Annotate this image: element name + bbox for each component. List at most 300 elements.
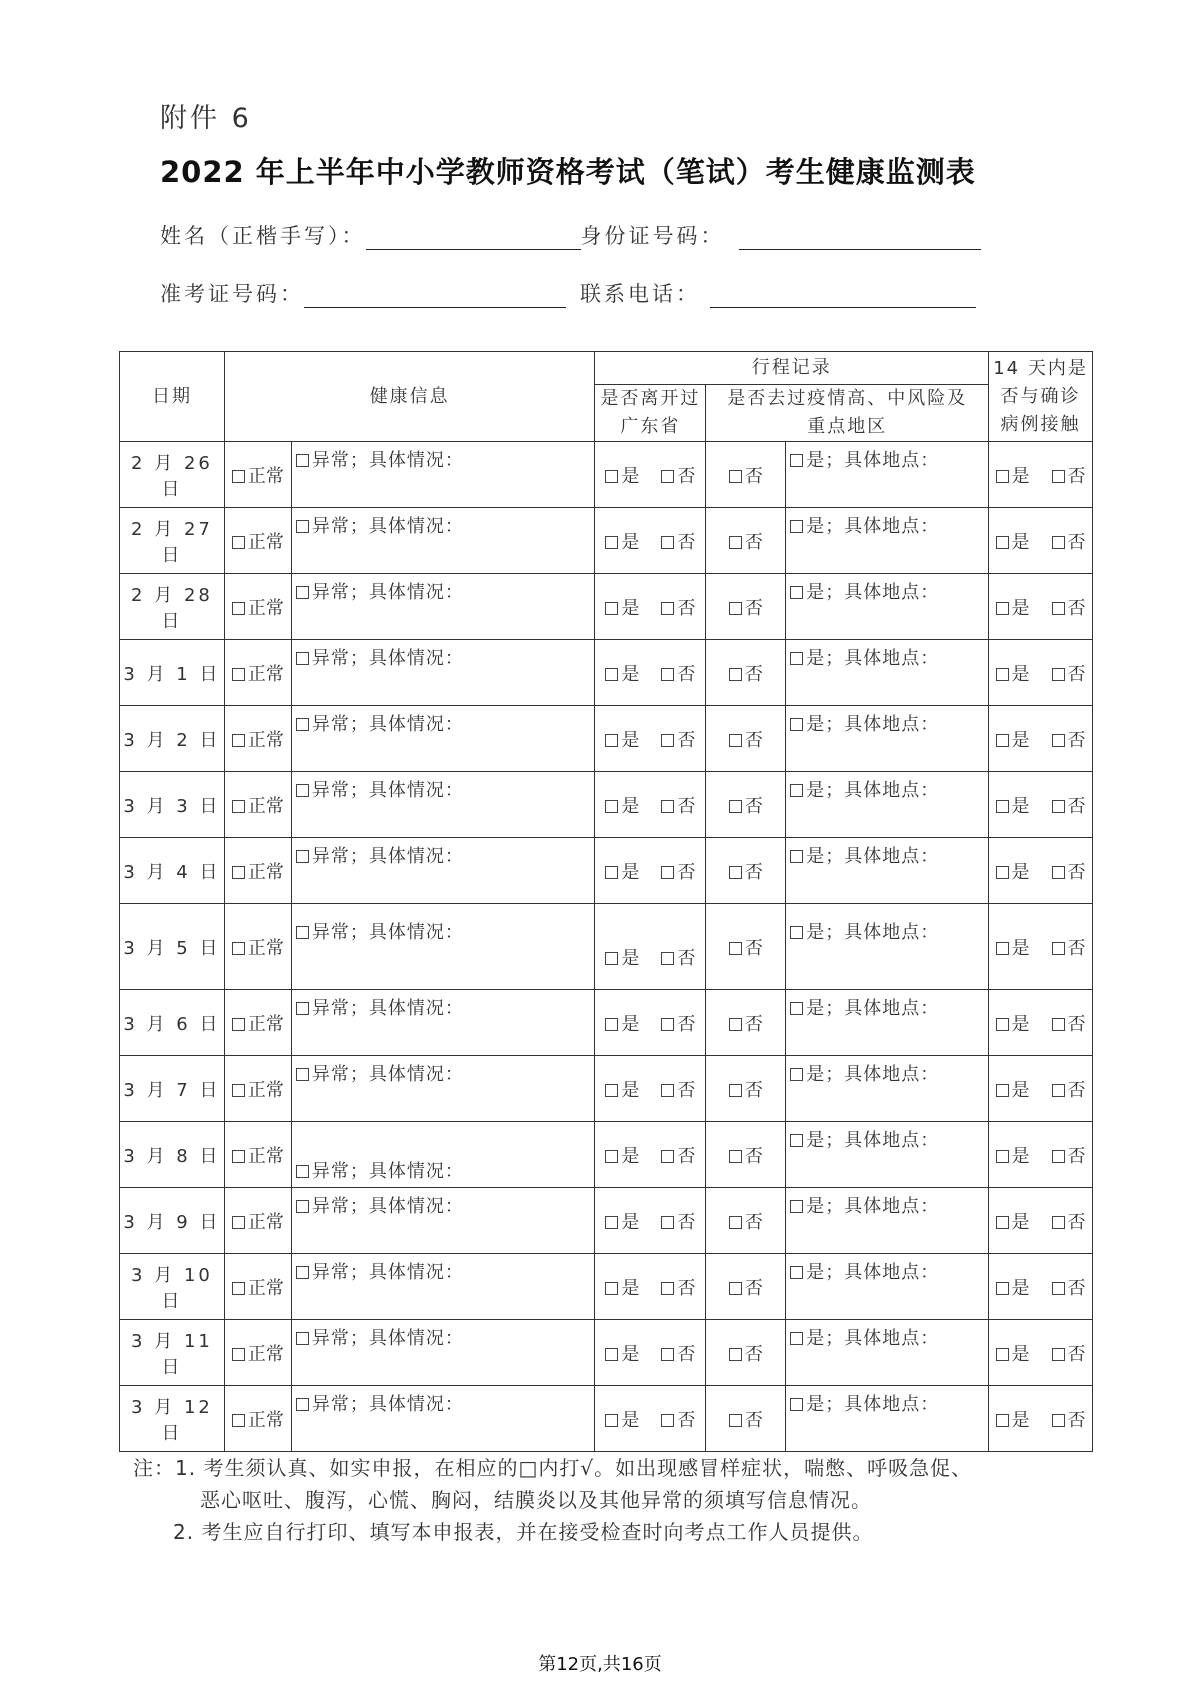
abnormal-cell [291,904,595,990]
left-gd-no-checkbox[interactable] [661,668,674,681]
contact-no-checkbox[interactable] [1052,942,1065,955]
no-label: 否 [744,1079,763,1101]
normal-label: 正常 [247,1079,284,1101]
abnormal-checkbox[interactable] [296,652,309,665]
abnormal-checkbox[interactable] [296,718,309,731]
left-guangdong-cell [595,640,706,706]
no-label: 否 [744,1145,763,1167]
risk-yes-cell [786,1122,989,1188]
yes-label: 是 [1011,1079,1030,1101]
left-gd-no-checkbox[interactable] [661,1414,674,1427]
normal-label: 正常 [247,531,284,553]
no-label: 否 [677,861,696,883]
yes-label: 是 [1011,663,1030,685]
abnormal-checkbox[interactable] [296,454,309,467]
contact-yes-checkbox[interactable] [996,668,1009,681]
normal-label: 正常 [247,1145,284,1167]
risk-no-cell [706,508,786,574]
risk-no-checkbox[interactable] [729,470,742,483]
yes-label: 是 [1011,729,1030,751]
risk-yes-cell [786,1386,989,1452]
risk-yes-checkbox[interactable] [790,1068,803,1081]
normal-cell [224,904,291,990]
left-guangdong-cell [595,904,706,990]
normal-cell [224,640,291,706]
table-row [120,990,1093,1056]
contact-cell [989,1056,1093,1122]
date-cell [120,706,225,772]
normal-cell [224,1386,291,1452]
yes-label: 是 [1011,465,1030,487]
normal-cell [224,706,291,772]
contact-no-checkbox[interactable] [1052,1150,1065,1163]
abnormal-checkbox[interactable] [296,1002,309,1015]
normal-label: 正常 [247,465,284,487]
abnormal-checkbox[interactable] [296,1332,309,1345]
risk-no-cell [706,1188,786,1254]
yes-place-label: 是；具体地点： [806,582,940,603]
contact-yes-checkbox[interactable] [996,1018,1009,1031]
contact-yes-checkbox[interactable] [996,1282,1009,1295]
normal-cell [224,1320,291,1386]
header-travel: 行程记录 [595,352,989,385]
yes-place-label: 是；具体地点： [806,648,940,669]
yes-label: 是 [1011,1343,1030,1365]
table-row [120,904,1093,990]
left-gd-no-checkbox[interactable] [661,536,674,549]
no-label: 否 [1067,663,1086,685]
left-gd-yes-checkbox[interactable] [605,1150,618,1163]
contact-yes-checkbox[interactable] [996,1348,1009,1361]
abnormal-checkbox[interactable] [296,1266,309,1279]
left-guangdong-cell [595,772,706,838]
yes-label: 是 [1011,597,1030,619]
risk-yes-checkbox[interactable] [790,926,803,939]
normal-cell [224,1122,291,1188]
abnormal-checkbox[interactable] [296,586,309,599]
yes-place-label: 是；具体地点： [806,922,940,943]
yes-place-label: 是；具体地点： [806,516,940,537]
left-gd-yes-checkbox[interactable] [605,800,618,813]
contact-cell [989,442,1093,508]
risk-yes-checkbox[interactable] [790,520,803,533]
risk-yes-checkbox[interactable] [790,784,803,797]
risk-no-checkbox[interactable] [729,800,742,813]
no-label: 否 [1067,1013,1086,1035]
risk-yes-checkbox[interactable] [790,586,803,599]
left-gd-no-checkbox[interactable] [661,602,674,615]
normal-checkbox[interactable] [232,1414,245,1427]
abnormal-checkbox[interactable] [296,926,309,939]
contact-cell [989,838,1093,904]
risk-yes-checkbox[interactable] [790,652,803,665]
abnormal-cell [291,1056,595,1122]
yes-place-label: 是；具体地点： [806,998,940,1019]
normal-checkbox[interactable] [232,470,245,483]
left-gd-no-checkbox[interactable] [661,952,674,965]
normal-checkbox[interactable] [232,1282,245,1295]
note-line-2: 恶心呕吐、腹泻，心慌、胸闷，结膜炎以及其他异常的须填写信息情况。 [200,1488,872,1512]
no-label: 否 [1067,1409,1086,1431]
yes-label: 是 [1011,1409,1030,1431]
table-row [120,1386,1093,1452]
normal-label: 正常 [247,1277,284,1299]
table-row [120,706,1093,772]
no-label: 否 [1067,861,1086,883]
contact-yes-checkbox[interactable] [996,1414,1009,1427]
risk-yes-checkbox[interactable] [790,1332,803,1345]
risk-no-checkbox[interactable] [729,602,742,615]
date-cell [120,442,225,508]
name-field[interactable] [366,225,581,250]
left-gd-yes-checkbox[interactable] [605,1018,618,1031]
yes-label: 是 [1011,795,1030,817]
abnormal-cell [291,1320,595,1386]
yes-label: 是 [1011,937,1030,959]
contact-yes-checkbox[interactable] [996,800,1009,813]
contact-no-checkbox[interactable] [1052,470,1065,483]
date-cell [120,1386,225,1452]
contact-cell [989,904,1093,990]
left-gd-no-checkbox[interactable] [661,1282,674,1295]
yes-label: 是 [621,795,640,817]
normal-checkbox[interactable] [232,668,245,681]
contact-cell [989,1122,1093,1188]
contact-no-checkbox[interactable] [1052,602,1065,615]
note-line-3: 2. 考生应自行打印、填写本申报表，并在接受检查时向考点工作人员提供。 [173,1520,874,1544]
yes-label: 是 [621,663,640,685]
risk-no-cell [706,640,786,706]
normal-checkbox[interactable] [232,602,245,615]
yes-label: 是 [1011,531,1030,553]
header-health: 健康信息 [224,352,595,442]
left-gd-yes-checkbox[interactable] [605,866,618,879]
left-guangdong-cell [595,990,706,1056]
normal-label: 正常 [247,1013,284,1035]
risk-no-checkbox[interactable] [729,1282,742,1295]
date-text: 3 月 1 日 [123,663,221,685]
normal-checkbox[interactable] [232,942,245,955]
risk-yes-cell [786,508,989,574]
contact-yes-checkbox[interactable] [996,1150,1009,1163]
normal-checkbox[interactable] [232,1216,245,1229]
normal-checkbox[interactable] [232,866,245,879]
left-gd-no-checkbox[interactable] [661,470,674,483]
yes-label: 是 [621,1277,640,1299]
normal-checkbox[interactable] [232,1018,245,1031]
left-gd-yes-checkbox[interactable] [605,602,618,615]
no-label: 否 [677,663,696,685]
date-cell [120,640,225,706]
risk-yes-checkbox[interactable] [790,1002,803,1015]
yes-place-label: 是；具体地点： [806,714,940,735]
abnormal-label: 异常；具体情况： [311,1064,464,1085]
risk-yes-cell [786,1056,989,1122]
abnormal-checkbox[interactable] [296,784,309,797]
left-gd-yes-checkbox[interactable] [605,1084,618,1097]
left-gd-yes-checkbox[interactable] [605,734,618,747]
abnormal-cell [291,1386,595,1452]
normal-cell [224,1056,291,1122]
no-label: 否 [744,861,763,883]
yes-place-label: 是；具体地点： [806,1064,940,1085]
table-row [120,1056,1093,1122]
left-guangdong-cell [595,1188,706,1254]
contact-no-checkbox[interactable] [1052,536,1065,549]
table-row [120,574,1093,640]
risk-yes-checkbox[interactable] [790,1134,803,1147]
date-text: 2 月 28 日 [131,584,213,632]
risk-yes-checkbox[interactable] [790,1266,803,1279]
no-label: 否 [1067,597,1086,619]
phone-label: 联系电话： [580,282,700,306]
date-cell [120,1056,225,1122]
yes-label: 是 [1011,1013,1030,1035]
left-gd-yes-checkbox[interactable] [605,1414,618,1427]
abnormal-checkbox[interactable] [296,520,309,533]
date-text: 3 月 4 日 [123,861,221,883]
no-label: 否 [677,1079,696,1101]
left-gd-no-checkbox[interactable] [661,1348,674,1361]
left-gd-yes-checkbox[interactable] [605,1216,618,1229]
normal-cell [224,508,291,574]
table-row [120,1188,1093,1254]
no-label: 否 [677,465,696,487]
risk-yes-cell [786,904,989,990]
contact-yes-checkbox[interactable] [996,602,1009,615]
no-label: 否 [744,1343,763,1365]
no-label: 否 [677,1343,696,1365]
risk-no-cell [706,838,786,904]
risk-no-checkbox[interactable] [729,1348,742,1361]
risk-no-cell [706,442,786,508]
normal-checkbox[interactable] [232,1084,245,1097]
abnormal-checkbox[interactable] [296,1200,309,1213]
contact-no-checkbox[interactable] [1052,1348,1065,1361]
left-gd-yes-checkbox[interactable] [605,470,618,483]
contact-no-checkbox[interactable] [1052,1084,1065,1097]
no-label: 否 [677,1211,696,1233]
header-contact: 14 天内是 否与确诊 病例接触 [989,352,1093,442]
ticket-field[interactable] [304,283,566,308]
risk-no-checkbox[interactable] [729,1216,742,1229]
no-label: 否 [744,795,763,817]
header-risk-area: 是否去过疫情高、中风险及 重点地区 [706,385,989,442]
risk-no-cell [706,1386,786,1452]
left-gd-yes-checkbox[interactable] [605,1282,618,1295]
no-label: 否 [744,937,763,959]
left-gd-yes-checkbox[interactable] [605,952,618,965]
no-label: 否 [677,729,696,751]
abnormal-label: 异常；具体情况： [311,1328,464,1349]
risk-no-checkbox[interactable] [729,536,742,549]
contact-cell [989,1386,1093,1452]
yes-label: 是 [621,531,640,553]
risk-no-checkbox[interactable] [729,668,742,681]
abnormal-label: 异常；具体情况： [311,1196,464,1217]
attachment-label: 附件 6 [160,103,252,134]
risk-yes-cell [786,442,989,508]
contact-no-checkbox[interactable] [1052,1018,1065,1031]
normal-cell [224,442,291,508]
contact-no-checkbox[interactable] [1052,1414,1065,1427]
left-guangdong-cell [595,706,706,772]
no-label: 否 [744,1013,763,1035]
risk-yes-cell [786,1188,989,1254]
abnormal-checkbox[interactable] [296,1068,309,1081]
contact-yes-checkbox[interactable] [996,1084,1009,1097]
normal-cell [224,574,291,640]
contact-no-checkbox[interactable] [1052,866,1065,879]
phone-field[interactable] [710,283,976,308]
normal-cell [224,838,291,904]
risk-no-cell [706,1122,786,1188]
no-label: 否 [744,1277,763,1299]
risk-no-cell [706,990,786,1056]
normal-label: 正常 [247,937,284,959]
risk-no-checkbox[interactable] [729,866,742,879]
no-label: 否 [677,1013,696,1035]
yes-place-label: 是；具体地点： [806,1394,940,1415]
risk-no-checkbox[interactable] [729,942,742,955]
document-title: 2022 年上半年中小学教师资格考试（笔试）考生健康监测表 [160,155,976,189]
note-line-1: 注：1. 考生须认真、如实申报，在相应的□内打√。如出现感冒样症状，喘憋、呼吸急促、 [133,1456,973,1480]
normal-checkbox[interactable] [232,1348,245,1361]
risk-no-cell [706,1254,786,1320]
abnormal-cell [291,1122,595,1188]
left-gd-yes-checkbox[interactable] [605,668,618,681]
left-guangdong-cell [595,1056,706,1122]
risk-no-checkbox[interactable] [729,734,742,747]
contact-no-checkbox[interactable] [1052,734,1065,747]
yes-label: 是 [621,729,640,751]
abnormal-cell [291,990,595,1056]
normal-checkbox[interactable] [232,1150,245,1163]
table-row [120,1254,1093,1320]
risk-yes-cell [786,706,989,772]
left-guangdong-cell [595,1320,706,1386]
abnormal-label: 异常；具体情况： [311,922,464,943]
abnormal-cell [291,640,595,706]
abnormal-label: 异常；具体情况： [311,998,464,1019]
no-label: 否 [1067,531,1086,553]
left-gd-no-checkbox[interactable] [661,866,674,879]
abnormal-cell [291,442,595,508]
contact-cell [989,1254,1093,1320]
date-text: 3 月 12 日 [131,1396,213,1444]
no-label: 否 [677,1409,696,1431]
risk-yes-checkbox[interactable] [790,718,803,731]
left-gd-no-checkbox[interactable] [661,1018,674,1031]
date-text: 3 月 5 日 [123,937,221,959]
abnormal-checkbox[interactable] [296,1165,309,1178]
risk-no-cell [706,772,786,838]
field-row-name-id [160,220,981,250]
risk-yes-checkbox[interactable] [790,850,803,863]
no-label: 否 [677,1277,696,1299]
ticket-label: 准考证号码： [160,282,304,306]
left-guangdong-cell [595,1386,706,1452]
no-label: 否 [1067,729,1086,751]
risk-no-checkbox[interactable] [729,1414,742,1427]
contact-yes-checkbox[interactable] [996,866,1009,879]
left-gd-no-checkbox[interactable] [661,734,674,747]
date-text: 3 月 7 日 [123,1079,221,1101]
normal-cell [224,990,291,1056]
risk-yes-checkbox[interactable] [790,1398,803,1411]
contact-yes-checkbox[interactable] [996,942,1009,955]
abnormal-checkbox[interactable] [296,1398,309,1411]
risk-yes-checkbox[interactable] [790,1200,803,1213]
no-label: 否 [744,729,763,751]
contact-no-checkbox[interactable] [1052,668,1065,681]
yes-label: 是 [621,1343,640,1365]
contact-yes-checkbox[interactable] [996,536,1009,549]
date-cell [120,1254,225,1320]
date-text: 3 月 11 日 [131,1330,213,1378]
normal-checkbox[interactable] [232,734,245,747]
no-label: 否 [744,465,763,487]
contact-no-checkbox[interactable] [1052,1282,1065,1295]
left-gd-no-checkbox[interactable] [661,1150,674,1163]
id-field[interactable] [739,225,981,250]
contact-cell [989,772,1093,838]
contact-yes-checkbox[interactable] [996,734,1009,747]
left-gd-no-checkbox[interactable] [661,1216,674,1229]
date-cell [120,508,225,574]
abnormal-label: 异常；具体情况： [311,714,464,735]
normal-cell [224,772,291,838]
left-guangdong-cell [595,1254,706,1320]
risk-yes-cell [786,772,989,838]
abnormal-cell [291,574,595,640]
risk-yes-checkbox[interactable] [790,454,803,467]
contact-no-checkbox[interactable] [1052,1216,1065,1229]
normal-checkbox[interactable] [232,536,245,549]
risk-no-cell [706,706,786,772]
contact-cell [989,706,1093,772]
date-cell [120,1188,225,1254]
no-label: 否 [1067,1277,1086,1299]
id-label: 身份证号码： [580,224,725,248]
risk-no-checkbox[interactable] [729,1018,742,1031]
yes-label: 是 [1011,861,1030,883]
risk-yes-cell [786,1254,989,1320]
abnormal-cell [291,772,595,838]
yes-label: 是 [621,1211,640,1233]
yes-place-label: 是；具体地点： [806,1262,940,1283]
left-gd-yes-checkbox[interactable] [605,536,618,549]
contact-no-checkbox[interactable] [1052,800,1065,813]
contact-yes-checkbox[interactable] [996,470,1009,483]
left-guangdong-cell [595,574,706,640]
left-gd-yes-checkbox[interactable] [605,1348,618,1361]
left-gd-no-checkbox[interactable] [661,1084,674,1097]
health-monitoring-table [119,351,1093,1452]
no-label: 否 [677,597,696,619]
risk-yes-cell [786,838,989,904]
normal-cell [224,1188,291,1254]
risk-no-checkbox[interactable] [729,1150,742,1163]
contact-yes-checkbox[interactable] [996,1216,1009,1229]
risk-no-checkbox[interactable] [729,1084,742,1097]
abnormal-checkbox[interactable] [296,850,309,863]
abnormal-label: 异常；具体情况： [311,582,464,603]
normal-checkbox[interactable] [232,800,245,813]
left-gd-no-checkbox[interactable] [661,800,674,813]
risk-yes-cell [786,990,989,1056]
left-guangdong-cell [595,442,706,508]
